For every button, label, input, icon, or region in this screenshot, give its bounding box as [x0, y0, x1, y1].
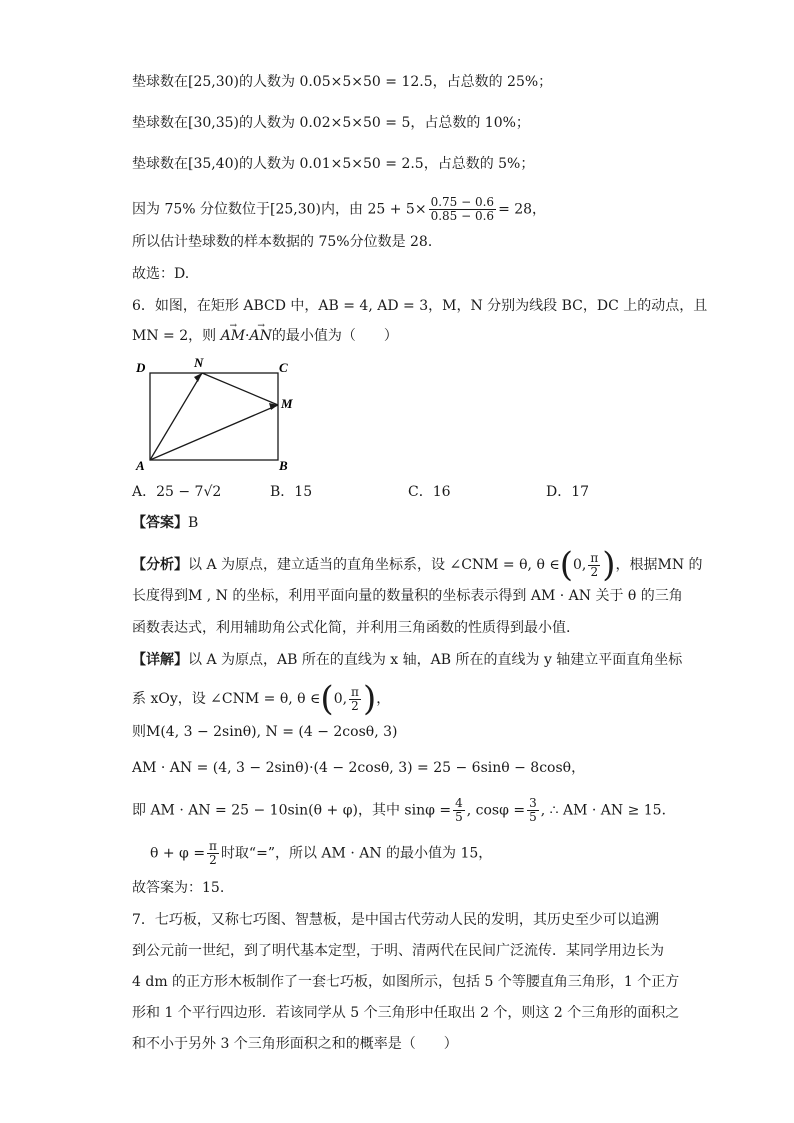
fraction: [453, 797, 465, 824]
label-b: B: [279, 458, 288, 473]
paren-open: (: [320, 679, 334, 719]
paren-close: ): [602, 545, 616, 585]
question-7-line: 4 dm 的正方形木板制作了一套七巧板，如图所示，包括 5 个等腰直角三角形，1 个正方: [132, 974, 680, 990]
detail-line: [132, 797, 676, 824]
analysis-tag: 【分析】: [132, 557, 188, 573]
fraction-denominator: 2: [351, 698, 359, 713]
detail-line: 则M(4, 3 − 2sinθ), N = (4 − 2cosθ, 3): [132, 724, 398, 740]
fraction: [349, 686, 361, 713]
detail-line: [132, 679, 391, 719]
text-fragment: 即 AM · AN = 25 − 10sin(θ + φ)，其中 sinφ =: [132, 802, 452, 819]
fraction: [527, 797, 539, 824]
fraction-numerator: π: [590, 550, 599, 565]
question-6-stem-cont: [132, 326, 398, 346]
text-fragment: θ + φ =: [150, 845, 206, 862]
text-fragment: ，: [376, 691, 391, 707]
detail-line: [132, 650, 682, 670]
fraction-denominator: 5: [529, 810, 537, 824]
text-line: 垫球数在[25,30)的人数为 0.05×5×50 = 12.5，占总数的 25%；: [132, 74, 553, 90]
vector-an: → AN: [249, 326, 271, 346]
text-fragment: 系 xOy，设 ∠CNM = θ, θ ∈: [132, 691, 321, 707]
option-d[interactable]: D．17: [546, 484, 590, 500]
answer-tag: 【答案】: [132, 515, 188, 531]
question-7-line: 7．七巧板，又称七巧图、智慧板，是中国古代劳动人民的发明，其历史至少可以追溯: [132, 912, 659, 928]
label-n: N: [194, 355, 204, 370]
text-line: 垫球数在[30,35)的人数为 0.02×5×50 = 5，占总数的 10%；: [132, 115, 530, 131]
question-7-line: 到公元前一世纪，到了明代基本定型，于明、清两代在民间广泛流传．某同学用边长为: [132, 943, 664, 959]
fraction: [429, 196, 497, 223]
label-c: C: [279, 360, 288, 375]
analysis-line: 函数表达式，利用辅助角公式化简，并利用三角函数的性质得到最小值.: [132, 620, 571, 636]
text-line: 垫球数在[35,40)的人数为 0.01×5×50 = 2.5，占总数的 5%；: [132, 156, 535, 172]
text-fragment: MN = 2，则: [132, 328, 217, 344]
fraction: [588, 552, 600, 579]
text-line: [132, 196, 546, 223]
fraction-numerator: 3: [529, 796, 537, 810]
text-fragment: 因为 75% 分位数位于[25,30)内，由 25 + 5×: [132, 201, 427, 218]
rectangle-figure: [130, 353, 310, 473]
dot-operator: ·: [245, 328, 250, 344]
text-line: 故选：D.: [132, 266, 190, 282]
paren-close: ): [362, 679, 377, 719]
fraction-numerator: π: [351, 684, 359, 699]
text-fragment: 0,: [333, 691, 348, 707]
text-fragment: 以 A 为原点，建立适当的直角坐标系，设 ∠CNM = θ, θ ∈: [188, 557, 560, 573]
text-fragment: , ∴ AM · AN ≥ 15．: [540, 802, 676, 819]
text-fragment: 的最小值为（ ）: [271, 328, 398, 344]
question-7-line: 和不小于另外 3 个三角形面积之和的概率是（ ）: [132, 1036, 458, 1052]
text-fragment: ，根据MN 的: [615, 557, 703, 573]
option-b[interactable]: B．15: [270, 484, 313, 500]
fraction-denominator: 0.85 − 0.6: [430, 209, 495, 223]
detail-line: 故答案为：15.: [132, 880, 225, 896]
vector-am: → AM: [221, 326, 245, 346]
option-c[interactable]: C．16: [408, 484, 451, 500]
question-7-line: 形和 1 个平行四边形．若该同学从 5 个三角形中任取出 2 个，则这 2 个三角形的面积之: [132, 1005, 680, 1021]
fraction-denominator: 2: [209, 853, 217, 867]
analysis-line: 长度得到M , N 的坐标，利用平面向量的数量积的坐标表示得到 AM · AN 关于 θ 的三角: [132, 588, 683, 604]
detail-tag: 【详解】: [132, 652, 188, 668]
text-fragment: = 28，: [498, 201, 547, 218]
fraction-denominator: 5: [455, 810, 463, 824]
fraction: [207, 840, 219, 867]
text-fragment: 0,: [572, 557, 587, 573]
fraction-denominator: 2: [590, 564, 599, 579]
paren-open: (: [559, 545, 573, 585]
question-6-stem: 6．如图，在矩形 ABCD 中，AB = 4, AD = 3，M，N 分别为线段 BC，DC 上的动点，且: [132, 298, 708, 314]
label-d: D: [136, 360, 146, 375]
analysis-line: [132, 545, 703, 585]
label-m: M: [281, 396, 293, 411]
answer-line: [132, 513, 198, 533]
text-fragment: 时取“=”，所以 AM · AN 的最小值为 15，: [220, 845, 493, 862]
fraction-numerator: 0.75 − 0.6: [430, 195, 495, 209]
text-fragment: , cosφ =: [466, 802, 526, 819]
fraction-numerator: π: [209, 839, 217, 853]
text-fragment: 以 A 为原点，AB 所在的直线为 x 轴，AB 所在的直线为 y 轴建立平面直角坐标: [188, 652, 683, 668]
answer-value: B: [188, 515, 199, 531]
text-line: 所以估计垫球数的样本数据的 75%分位数是 28．: [132, 234, 442, 250]
detail-line: [150, 840, 492, 867]
option-a[interactable]: A．25 − 7√2: [132, 484, 222, 500]
fraction-numerator: 4: [455, 796, 463, 810]
label-a: A: [136, 458, 145, 473]
detail-line: AM · AN = (4, 3 − 2sinθ)·(4 − 2cosθ, 3) = 25 − 6sinθ − 8cosθ，: [132, 760, 586, 776]
